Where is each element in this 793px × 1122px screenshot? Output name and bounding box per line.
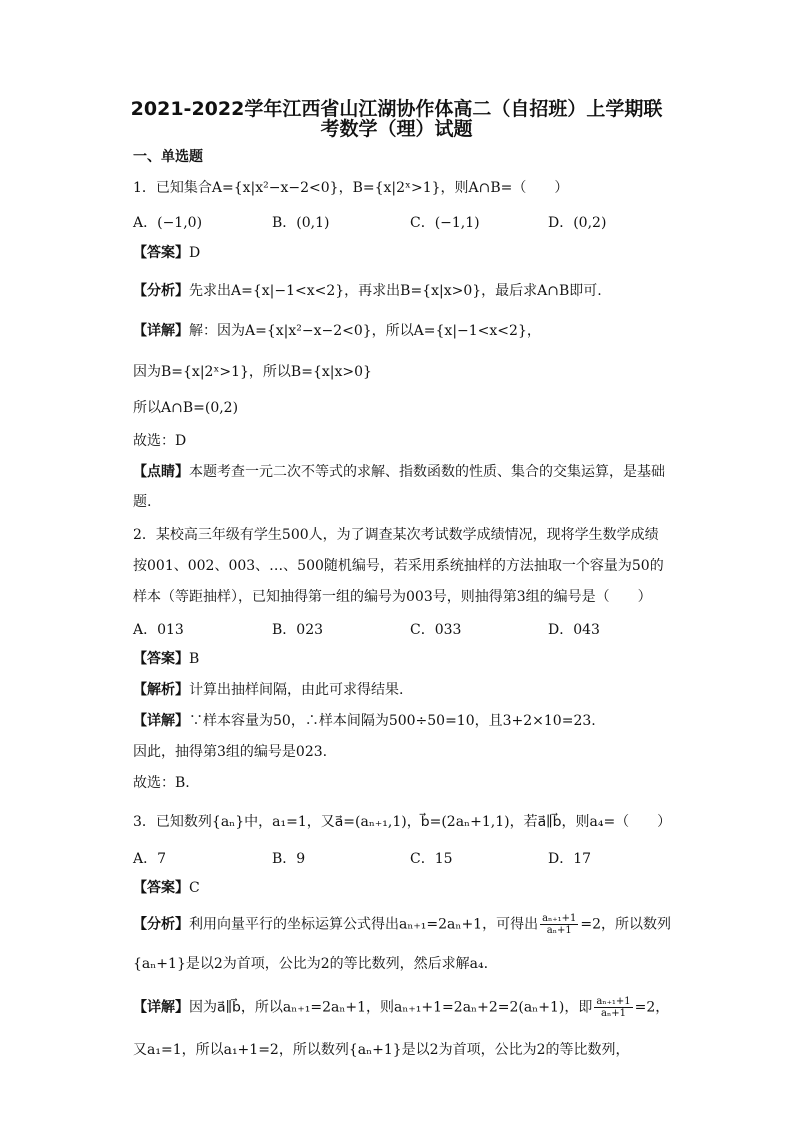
analysis-tag: 【分析】 bbox=[133, 916, 189, 933]
answer-tag: 【答案】 bbox=[133, 245, 189, 261]
analysis-tag: 【解析】 bbox=[133, 682, 189, 698]
page-title: 2021-2022学年江西省山江湖协作体高二（自招班）上学期联 bbox=[130, 98, 663, 120]
fraction bbox=[594, 996, 632, 1019]
fraction-numerator: aₙ₊₁+1 bbox=[596, 996, 631, 1007]
answer-tag: 【答案】 bbox=[133, 651, 189, 667]
detail-text-tail: =2， bbox=[634, 999, 670, 1016]
fraction bbox=[540, 913, 578, 936]
q1-option-a: A．(−1,0) bbox=[133, 215, 203, 231]
q2-answer bbox=[133, 649, 199, 669]
q3-detail-2: 又a₁=1，所以a₁+1=2，所以数列{aₙ+1}是以2为首项，公比为2的等比数列， bbox=[133, 1042, 630, 1058]
fraction-denominator: aₙ+1 bbox=[600, 1008, 627, 1019]
detail-tag: 【详解】 bbox=[133, 713, 189, 729]
analysis-tag: 【分析】 bbox=[133, 283, 189, 299]
q2-analysis bbox=[133, 680, 403, 700]
q2-choose: 故选：B. bbox=[133, 775, 190, 791]
q1-option-c: C．(−1,1) bbox=[410, 215, 480, 231]
q2-stem-2: 按001、002、003、…、500随机编号，若采用系统抽样的方法抽取一个容量为50的 bbox=[133, 558, 664, 574]
section-heading: 一、单选题 bbox=[133, 149, 203, 165]
detail-text: ∵样本容量为50，∴样本间隔为500÷50=10，且3+2×10=23. bbox=[189, 713, 596, 729]
q3-stem: 3．已知数列{aₙ}中，a₁=1，又a⃗=(aₙ₊₁,1)，b⃗=(2aₙ+1,1)，若a⃗∥b⃗，则a₄=（ ） bbox=[133, 814, 672, 830]
answer-value: D bbox=[189, 245, 201, 261]
answer-value: C bbox=[189, 880, 200, 896]
page-title-cont: 考数学（理）试题 bbox=[320, 118, 473, 140]
q1-stem: 1．已知集合A={x|x²−x−2<0}，B={x|2ˣ>1}，则A∩B=（ ） bbox=[133, 180, 569, 196]
q3-answer bbox=[133, 878, 200, 898]
q2-detail-2: 因此，抽得第3组的编号是023. bbox=[133, 744, 328, 760]
detail-text: 解：因为A={x|x²−x−2<0}，所以A={x|−1<x<2}， bbox=[189, 323, 541, 339]
q2-option-b: B．023 bbox=[272, 622, 324, 638]
q2-detail-1 bbox=[133, 711, 596, 731]
q1-comment bbox=[133, 462, 665, 482]
q3-option-a: A．7 bbox=[133, 851, 167, 867]
detail-tag: 【详解】 bbox=[133, 999, 189, 1016]
q1-answer bbox=[133, 243, 200, 263]
q1-option-d: D．(0,2) bbox=[548, 215, 607, 231]
q2-stem-3: 样本（等距抽样），已知抽得第一组的编号为003号，则抽得第3组的编号是（ ） bbox=[133, 589, 652, 605]
q2-option-d: D．043 bbox=[548, 622, 600, 638]
detail-text: 因为a⃗∥b⃗，所以aₙ₊₁=2aₙ+1，则aₙ₊₁+1=2aₙ+2=2(aₙ+1)，即 bbox=[189, 999, 593, 1016]
analysis-text: 利用向量平行的坐标运算公式得出aₙ₊₁=2aₙ+1，可得出 bbox=[189, 916, 539, 933]
analysis-text-tail: =2，所以数列 bbox=[580, 916, 672, 933]
q1-option-b: B．(0,1) bbox=[272, 215, 330, 231]
q3-analysis-2: {aₙ+1}是以2为首项，公比为2的等比数列，然后求解a₄. bbox=[133, 956, 489, 972]
q3-detail-1 bbox=[133, 996, 669, 1019]
fraction-numerator: aₙ₊₁+1 bbox=[542, 913, 577, 924]
q3-option-c: C．15 bbox=[410, 851, 453, 867]
comment-tag: 【点睛】 bbox=[133, 464, 189, 480]
q3-analysis-1 bbox=[133, 913, 671, 936]
q3-option-d: D．17 bbox=[548, 851, 592, 867]
q1-choose: 故选：D bbox=[133, 433, 187, 449]
q2-stem-1: 2．某校高三年级有学生500人，为了调查某次考试数学成绩情况，现将学生数学成绩 bbox=[133, 527, 659, 543]
answer-value: B bbox=[189, 651, 200, 667]
q2-option-c: C．033 bbox=[410, 622, 462, 638]
q1-detail-1 bbox=[133, 321, 541, 341]
analysis-text: 先求出A={x|−1<x<2}，再求出B={x|x>0}，最后求A∩B即可. bbox=[189, 283, 602, 299]
q1-detail-2: 因为B={x|2ˣ>1}，所以B={x|x>0} bbox=[133, 364, 372, 380]
analysis-text: 计算出抽样间隔，由此可求得结果. bbox=[189, 682, 404, 698]
q1-detail-3: 所以A∩B=(0,2) bbox=[133, 400, 239, 416]
q2-option-a: A．013 bbox=[133, 622, 184, 638]
detail-tag: 【详解】 bbox=[133, 323, 189, 339]
q1-comment-cont: 题. bbox=[133, 494, 152, 510]
fraction-denominator: aₙ+1 bbox=[546, 925, 572, 936]
answer-tag: 【答案】 bbox=[133, 880, 189, 896]
q1-analysis bbox=[133, 281, 602, 301]
q3-option-b: B．9 bbox=[272, 851, 306, 867]
comment-text: 本题考查一元二次不等式的求解、指数函数的性质、集合的交集运算，是基础 bbox=[189, 464, 665, 480]
